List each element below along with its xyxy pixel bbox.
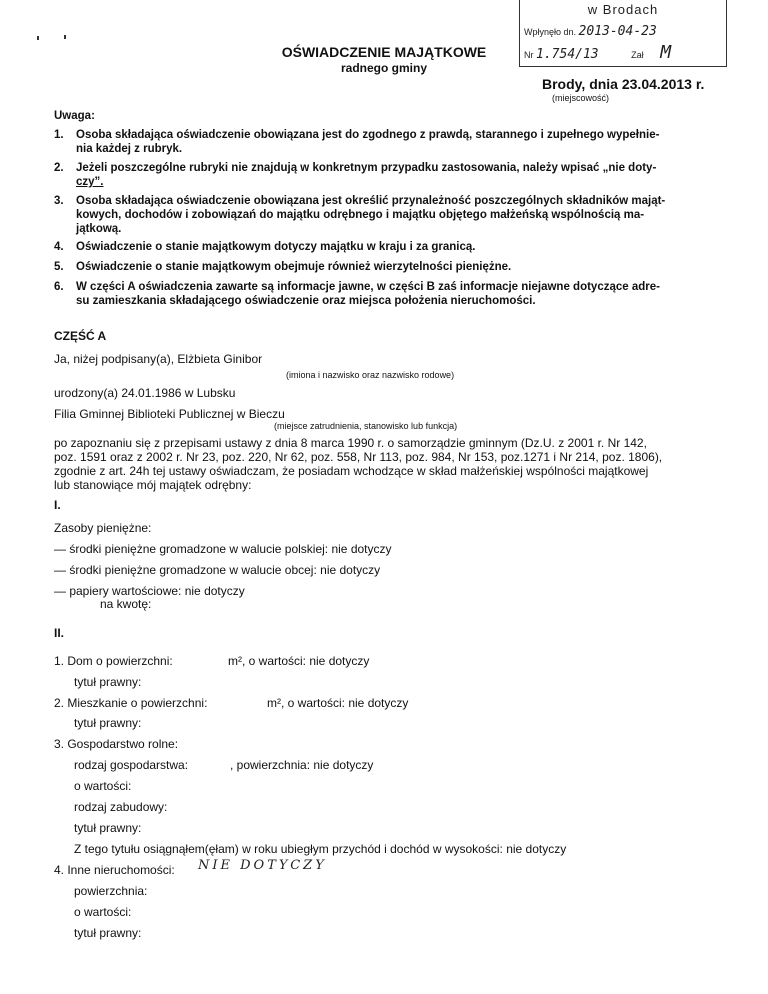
other-property-label: 4. Inne nieruchomości:: [54, 863, 175, 877]
warning-line: nia każdej z rubryk.: [76, 143, 183, 155]
stamp-nr-label: Nr: [524, 50, 534, 60]
securities-amount: na kwotę:: [100, 597, 152, 611]
warning-line: kowych, dochodów i zobowiązań do majątku odrębnego i majątku objętego małżeńską wspólnością ma-: [76, 209, 645, 221]
document-subtitle: radnego gminy: [340, 61, 427, 75]
house-label: 1. Dom o powierzchni:: [54, 654, 173, 668]
declarant-line: Ja, niżej podpisany(a), Elżbieta Ginibor: [54, 352, 263, 366]
intro-line: poz. 1591 oraz z 2002 r. Nr 23, poz. 220, Nr 62, poz. 558, Nr 113, poz. 984, Nr 153, poz.1271 i Nr 214, poz. 1806),: [54, 450, 663, 464]
stamp-received: [524, 24, 657, 39]
stamp-received-value: 2013-04-23: [578, 24, 657, 39]
farm-value-label: o wartości:: [74, 779, 132, 793]
warning-line: Jeżeli poszczególne rubryki nie znajdują w konkretnym przypadku zastosowania, należy wpisać „nie doty-: [76, 162, 657, 174]
employer-caption: (miejsce zatrudnienia, stanowisko lub funkcja): [274, 421, 458, 431]
intro-paragraph: [54, 436, 714, 492]
other-value-label: o wartości:: [74, 905, 132, 919]
warning-line: jątkową.: [76, 223, 122, 235]
other-title-label: tytuł prawny:: [74, 926, 142, 940]
warning-number: 6.: [54, 281, 64, 293]
place-caption: (miejscowość): [552, 93, 610, 103]
warning-line: Osoba składająca oświadczenie obowiązana jest do zgodnego z prawdą, starannego i zupełnego wypełnie-: [76, 129, 660, 141]
farm-buildings-label: rodzaj zabudowy:: [74, 800, 168, 814]
cash-label: Zasoby pieniężne:: [54, 521, 152, 535]
farm-title-label: tytuł prawny:: [74, 821, 142, 835]
warnings-heading: Uwaga:: [54, 110, 95, 122]
warning-number: 2.: [54, 162, 64, 174]
warning-number: 1.: [54, 129, 64, 141]
stamp-signature: M: [660, 42, 672, 63]
warning-line: Oświadczenie o stanie majątkowym dotyczy majątku w kraju i za granicą.: [76, 241, 476, 253]
born-line: urodzony(a) 24.01.1986 w Lubsku: [54, 386, 236, 400]
scan-mark: [37, 36, 39, 40]
farm-label: 3. Gospodarstwo rolne:: [54, 737, 179, 751]
place-date: Brody, dnia 23.04.2013 r.: [542, 76, 705, 92]
flat-value: m², o wartości: nie dotyczy: [267, 696, 409, 710]
warning-line: W części A oświadczenia zawarte są informacje jawne, w części B zaś informacje niejawne dotyczące adre-: [76, 281, 660, 293]
cash-pln: — środki pieniężne gromadzone w walucie polskiej: nie dotyczy: [54, 542, 392, 556]
scan-mark: [64, 35, 66, 39]
warning-line: czy”.: [76, 176, 104, 188]
warning-line: su zamieszkania składającego oświadczenie oraz miejsca położenia nieruchomości.: [76, 295, 536, 307]
house-title-label: tytuł prawny:: [74, 675, 142, 689]
employer-line: Filia Gminnej Biblioteki Publicznej w Bieczu: [54, 407, 285, 421]
section-2-numeral: II.: [54, 626, 65, 640]
stamp-sub: w Brodach: [587, 2, 659, 17]
warning-number: 4.: [54, 241, 64, 253]
cash-foreign: — środki pieniężne gromadzone w walucie obcej: nie dotyczy: [54, 563, 381, 577]
farm-type-label: rodzaj gospodarstwa:: [74, 758, 189, 772]
section-1-numeral: I.: [54, 498, 61, 512]
part-a-heading: CZĘŚĆ A: [54, 329, 107, 343]
flat-label: 2. Mieszkanie o powierzchni:: [54, 696, 208, 710]
securities: — papiery wartościowe: nie dotyczy: [54, 584, 245, 598]
intro-line: lub stanowiące mój majątek odrębny:: [54, 478, 252, 492]
stamp-zal-label: Zał: [631, 50, 644, 60]
warning-number: 3.: [54, 195, 64, 207]
farm-income-line: Z tego tytułu osiągnąłem(ęłam) w roku ubiegłym przychód i dochód w wysokości: nie dotyczy: [74, 842, 567, 856]
intro-line: po zapoznaniu się z przepisami ustawy z dnia 8 marca 1990 r. o samorządzie gminnym (Dz.U. z 2001 r. Nr 142,: [54, 436, 647, 450]
farm-type-value: , powierzchnia: nie dotyczy: [230, 758, 374, 772]
document-title: OŚWIADCZENIE MAJĄTKOWE: [281, 44, 487, 60]
house-value: m², o wartości: nie dotyczy: [228, 654, 370, 668]
stamp-received-label: Wpłynęło dn.: [524, 27, 577, 37]
flat-title-label: tytuł prawny:: [74, 716, 142, 730]
warning-number: 5.: [54, 261, 64, 273]
warning-line: Osoba składająca oświadczenie obowiązana jest określić przynależność poszczególnych składników mająt-: [76, 195, 666, 207]
stamp-nr-value: 1.754/13: [536, 47, 599, 62]
other-property-handwritten: NIE DOTYCZY: [198, 858, 327, 873]
warning-line: Oświadczenie o stanie majątkowym obejmuje również wierzytelności pieniężne.: [76, 261, 512, 273]
other-area-label: powierzchnia:: [74, 884, 148, 898]
declarant-caption: (imiona i nazwisko oraz nazwisko rodowe): [286, 370, 455, 380]
intro-line: zgodnie z art. 24h tej ustawy oświadczam, że posiadam wchodzące w skład małżeńskiej wspólności majątkowej: [54, 464, 649, 478]
